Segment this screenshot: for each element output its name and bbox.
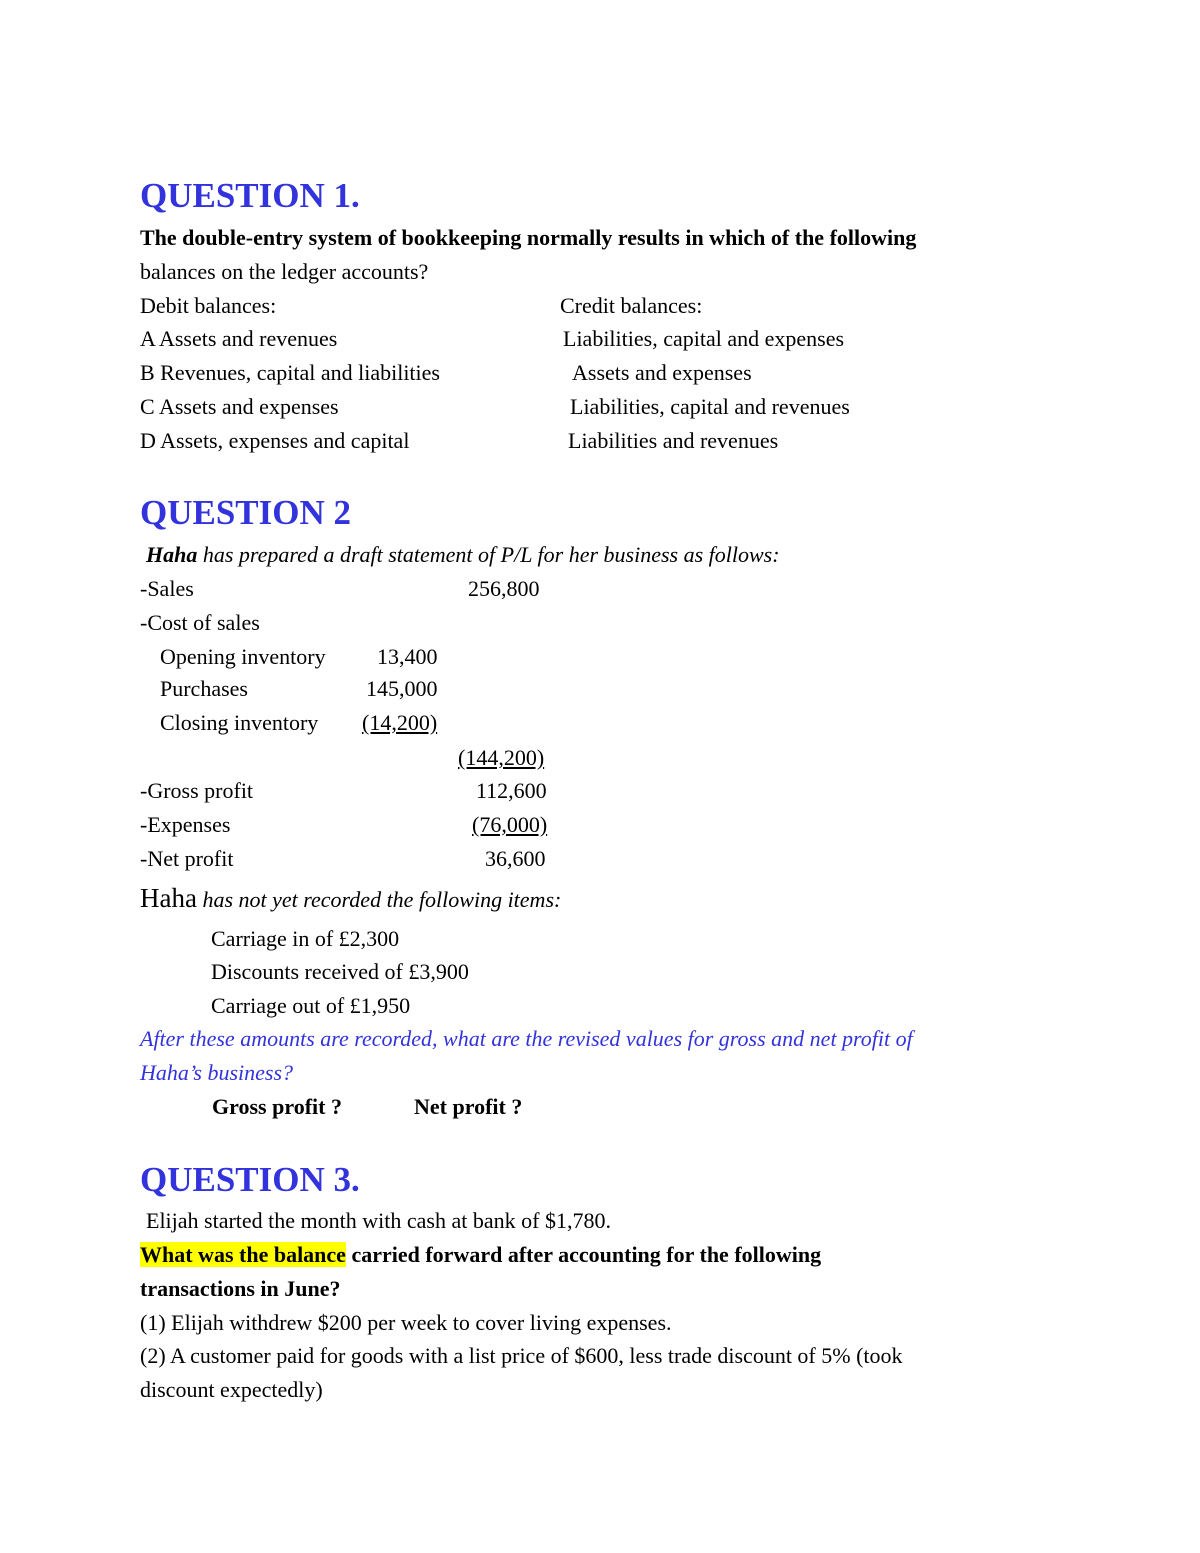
cost-of-sales-label: -Cost of sales bbox=[140, 610, 260, 635]
sales-label: -Sales bbox=[140, 576, 194, 601]
unrecorded-item: Discounts received of £3,900 bbox=[211, 959, 469, 984]
option-a-credit: Liabilities, capital and expenses bbox=[563, 326, 845, 351]
net-profit-value: 36,600 bbox=[485, 846, 546, 871]
unrecorded-item: Carriage out of £1,950 bbox=[211, 993, 411, 1018]
question-1-stem-line-1: The double-entry system of bookkeeping normally results in which of the following bbox=[140, 225, 917, 250]
closing-inventory-value: (14,200) bbox=[362, 710, 438, 735]
intro-rest: has prepared a draft statement of P/L for her business as follows: bbox=[197, 542, 780, 567]
highlighted-text: What was the balance bbox=[140, 1242, 346, 1267]
option-d-credit: Liabilities and revenues bbox=[568, 428, 779, 453]
transaction-item-2-line-2: discount expectedly) bbox=[140, 1377, 323, 1402]
opening-inventory-label: Opening inventory bbox=[160, 644, 326, 669]
answer-net-profit: Net profit ? bbox=[414, 1094, 523, 1119]
option-c-credit: Liabilities, capital and revenues bbox=[570, 394, 850, 419]
question-3-prompt-line-1 bbox=[140, 1241, 821, 1269]
unrecorded-name: Haha bbox=[140, 883, 197, 913]
credit-balances-header: Credit balances: bbox=[560, 293, 703, 318]
question-2-prompt-line-1: After these amounts are recorded, what are the revised values for gross and net profit of bbox=[140, 1026, 913, 1051]
gross-profit-value: 112,600 bbox=[476, 778, 547, 803]
question-3-heading: QUESTION 3. bbox=[140, 1160, 360, 1199]
sales-value: 256,800 bbox=[468, 576, 540, 601]
question-3-intro: Elijah started the month with cash at bank of $1,780. bbox=[146, 1208, 611, 1233]
cost-of-sales-total: (144,200) bbox=[458, 745, 545, 770]
prompt-rest: carried forward after accounting for the following bbox=[345, 1242, 822, 1267]
closing-inventory-label: Closing inventory bbox=[160, 710, 319, 735]
expenses-value: (76,000) bbox=[472, 812, 548, 837]
unrecorded-rest: has not yet recorded the following items: bbox=[196, 887, 562, 912]
purchases-label: Purchases bbox=[160, 676, 248, 701]
question-2-intro bbox=[146, 541, 780, 569]
option-d-debit: D Assets, expenses and capital bbox=[140, 428, 410, 453]
unrecorded-items-intro bbox=[140, 884, 561, 914]
question-1-heading: QUESTION 1. bbox=[140, 176, 360, 215]
transaction-item-2-line-1: (2) A customer paid for goods with a list price of $600, less trade discount of 5% (took bbox=[140, 1343, 903, 1368]
option-c-debit: C Assets and expenses bbox=[140, 394, 339, 419]
unrecorded-item: Carriage in of £2,300 bbox=[211, 926, 400, 951]
question-2-prompt-line-2: Haha’s business? bbox=[140, 1060, 294, 1085]
opening-inventory-value: 13,400 bbox=[377, 644, 438, 669]
transaction-item-1: (1) Elijah withdrew $200 per week to cover living expenses. bbox=[140, 1310, 672, 1335]
net-profit-label: -Net profit bbox=[140, 846, 234, 871]
purchases-value: 145,000 bbox=[366, 676, 438, 701]
gross-profit-label: -Gross profit bbox=[140, 778, 254, 803]
question-1-stem-line-2: balances on the ledger accounts? bbox=[140, 259, 429, 284]
question-3-prompt-line-2: transactions in June? bbox=[140, 1276, 341, 1301]
option-b-debit: B Revenues, capital and liabilities bbox=[140, 360, 440, 385]
question-2-heading: QUESTION 2 bbox=[140, 493, 352, 532]
option-a-debit: A Assets and revenues bbox=[140, 326, 338, 351]
intro-name: Haha bbox=[146, 542, 198, 567]
option-b-credit: Assets and expenses bbox=[572, 360, 752, 385]
answer-gross-profit: Gross profit ? bbox=[212, 1094, 342, 1119]
debit-balances-header: Debit balances: bbox=[140, 293, 277, 318]
expenses-label: -Expenses bbox=[140, 812, 231, 837]
